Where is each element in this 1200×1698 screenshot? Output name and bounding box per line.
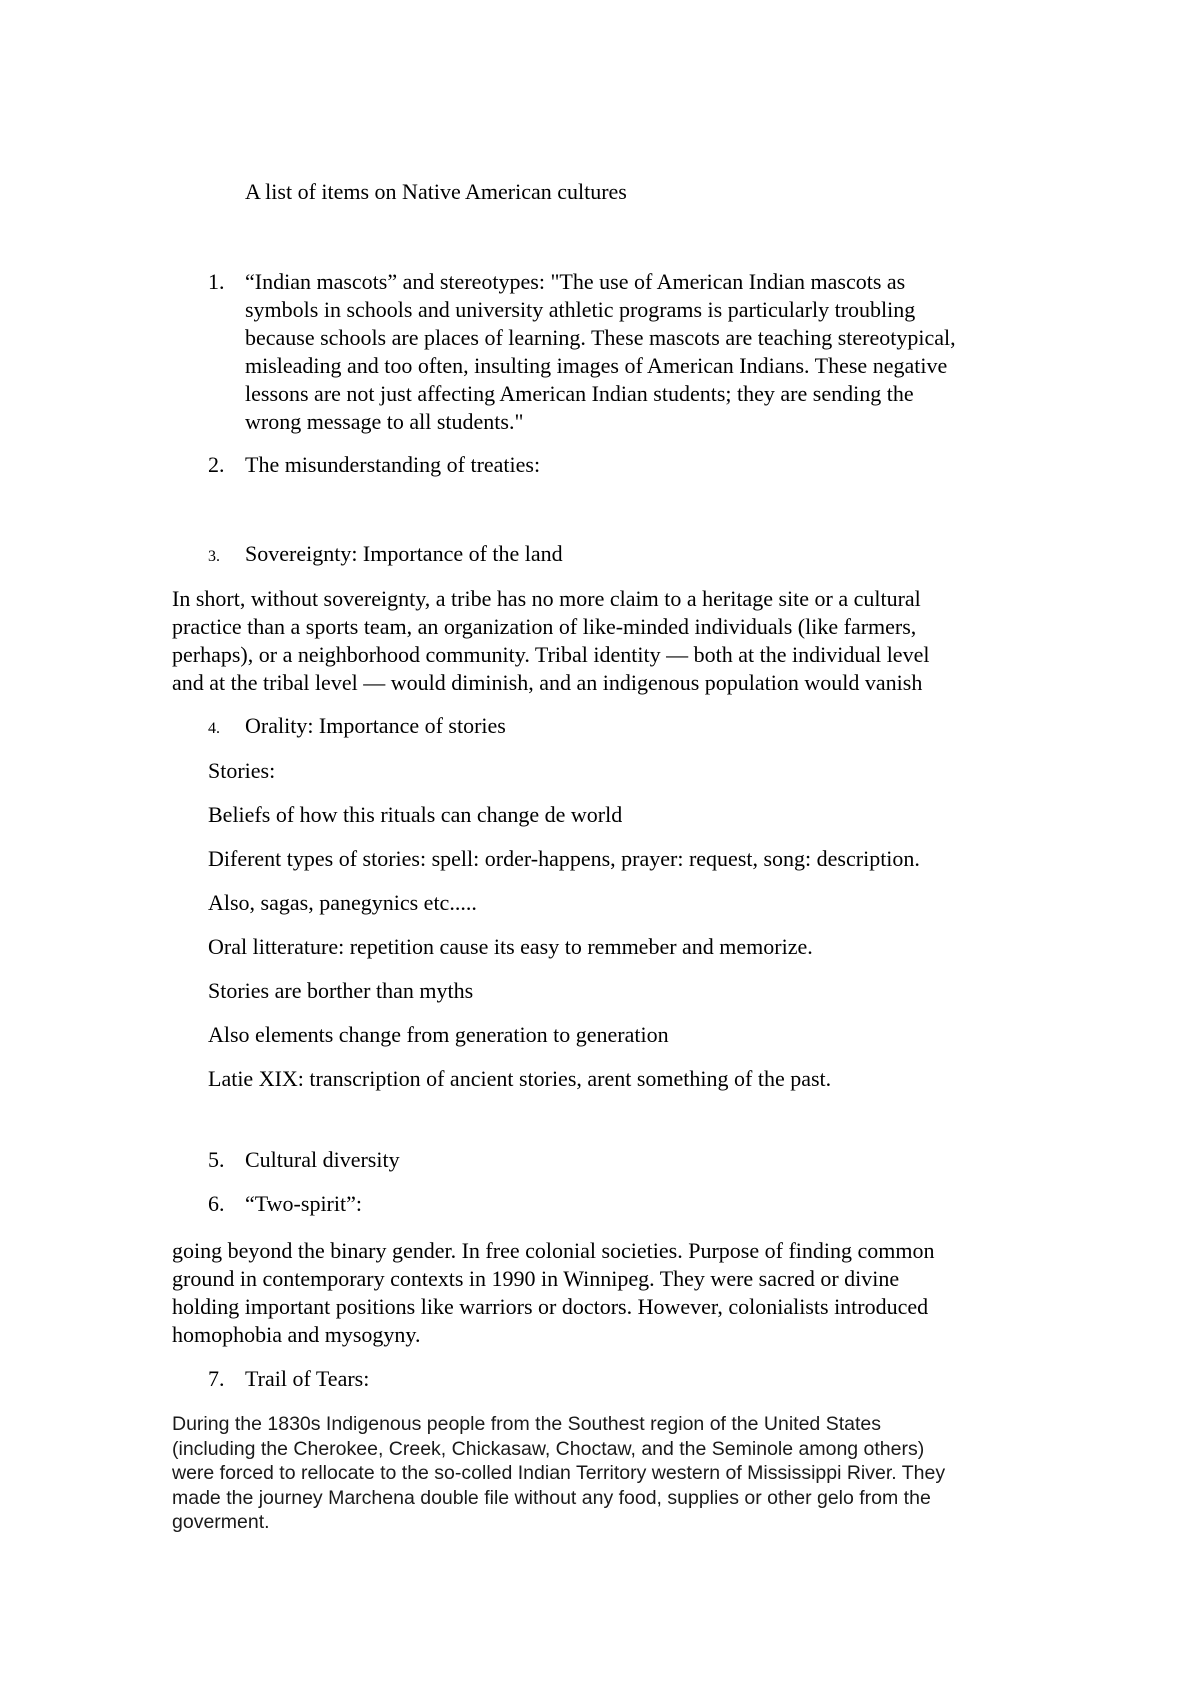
trail-of-tears-paragraph: [172, 1412, 1072, 1535]
list-number: 6.: [208, 1191, 225, 1216]
text-line: because schools are places of learning. These mascots are teaching stereotypical,: [245, 325, 956, 350]
list-item-text: Trail of Tears:: [245, 1366, 370, 1391]
mascots-text: [245, 268, 1045, 436]
list-item-5: [208, 1146, 1068, 1174]
stories-note: Latie XIX: transcription of ancient stories, arent something of the past.: [208, 1066, 832, 1091]
text-line: symbols in schools and university athletic programs is particularly troubling: [245, 297, 916, 322]
stories-note: Also elements change from generation to generation: [208, 1022, 669, 1047]
text-line: lessons are not just affecting American Indian students; they are sending the: [245, 381, 914, 406]
stories-note: Stories are borther than myths: [208, 978, 474, 1003]
two-spirit-paragraph: [172, 1237, 1072, 1349]
text-line: perhaps), or a neighborhood community. Tribal identity — both at the individual level: [172, 642, 930, 667]
text-line: holding important positions like warriors or doctors. However, colonialists introduced: [172, 1294, 929, 1319]
stories-note: Also, sagas, panegynics etc.....: [208, 890, 477, 915]
text-line: During the 1830s Indigenous people from the Southest region of the United States: [172, 1413, 881, 1435]
text-line: and at the tribal level — would diminish, and an indigenous population would vanish: [172, 670, 923, 695]
list-number: 2.: [208, 452, 225, 477]
list-number: 3.: [208, 548, 220, 565]
list-item-text: The misunderstanding of treaties:: [245, 452, 541, 477]
document-title: A list of items on Native American cultures: [245, 179, 627, 204]
text-line: In short, without sovereignty, a tribe has no more claim to a heritage site or a cultural: [172, 586, 921, 611]
list-item-text: Cultural diversity: [245, 1147, 400, 1172]
stories-note: Stories:: [208, 758, 276, 783]
list-item-6: [208, 1190, 1068, 1218]
list-item-4: [208, 712, 1068, 740]
text-line: homophobia and mysogyny.: [172, 1322, 421, 1347]
stories-note: Diferent types of stories: spell: order-happens, prayer: request, song: description.: [208, 846, 920, 871]
text-line: practice than a sports team, an organization of like-minded individuals (like farmers,: [172, 614, 917, 639]
text-line: “Indian mascots” and stereotypes: "The use of American Indian mascots as: [245, 269, 906, 294]
list-item-text: Sovereignty: Importance of the land: [245, 541, 563, 566]
text-line: made the journey Marchena double file without any food, supplies or other gelo from the: [172, 1486, 931, 1509]
text-line: were forced to rellocate to the so-colled Indian Territory western of Mississippi River. They: [172, 1462, 946, 1484]
sovereignty-paragraph: [172, 585, 1072, 697]
text-line: goverment.: [172, 1511, 270, 1533]
list-number: 7.: [208, 1366, 225, 1391]
stories-note: Oral litterature: repetition cause its easy to remmeber and memorize.: [208, 934, 813, 959]
text-line: wrong message to all students.": [245, 409, 524, 434]
text-line: (including the Cherokee, Creek, Chickasaw, Choctaw, and the Seminole among others): [172, 1437, 925, 1460]
list-number: 5.: [208, 1147, 225, 1172]
list-number: 4.: [208, 720, 220, 737]
text-line: misleading and too often, insulting images of American Indians. These negative: [245, 353, 948, 378]
list-item-2: [208, 451, 1068, 479]
stories-note: Beliefs of how this rituals can change de world: [208, 802, 623, 827]
text-line: going beyond the binary gender. In free colonial societies. Purpose of finding common: [172, 1238, 935, 1263]
list-item-text: “Two-spirit”:: [245, 1191, 362, 1216]
list-item-1: [208, 268, 1068, 438]
list-number: 1.: [208, 269, 225, 294]
text-line: ground in contemporary contexts in 1990 in Winnipeg. They were sacred or divine: [172, 1266, 900, 1291]
list-item-7: [208, 1365, 1068, 1393]
list-item-3: [208, 540, 1068, 568]
list-item-text: Orality: Importance of stories: [245, 713, 506, 738]
